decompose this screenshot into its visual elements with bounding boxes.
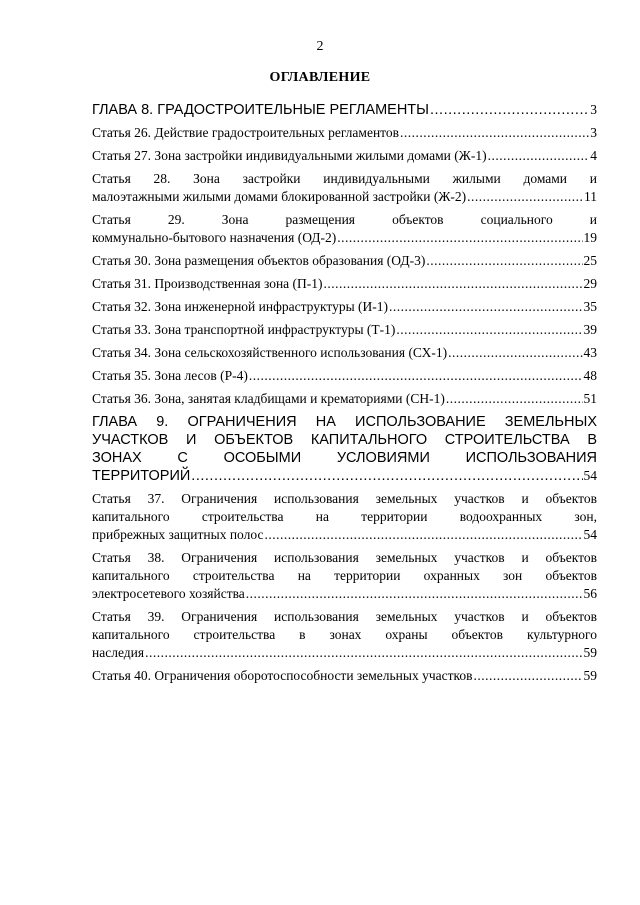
toc-article-entry[interactable] — [92, 367, 597, 385]
toc-page-number: 11 — [584, 189, 597, 204]
toc-entry-last-line — [92, 275, 597, 293]
toc-entry-last-line — [92, 229, 597, 247]
toc-page-number: 35 — [583, 299, 597, 314]
toc-entry-last-line — [92, 390, 597, 408]
toc-entry-label: Статья 40. Ограничения оборотоспособности земельных участков — [92, 668, 473, 683]
toc-page-number: 39 — [583, 322, 597, 337]
toc-page-number: 59 — [583, 645, 597, 660]
toc-entry-label: Статья 34. Зона сельскохозяйственного использования (СХ-1) — [92, 345, 448, 360]
dot-leader — [426, 252, 582, 270]
dot-leader — [488, 147, 590, 165]
toc-entry-line: Статья 38. Ограничения использования земельных участков и объектов — [92, 550, 597, 565]
toc-article-entry[interactable] — [92, 490, 597, 544]
toc-entry-line: Статья 28. Зона застройки индивидуальными жилыми домами и — [92, 171, 597, 186]
dot-leader — [249, 367, 583, 385]
toc-page-number: 51 — [583, 391, 597, 406]
toc-entry-label: Статья 31. Производственная зона (П-1) — [92, 276, 323, 291]
dot-leader — [324, 275, 583, 293]
toc-article-entry[interactable] — [92, 344, 597, 362]
toc-entry-last-line — [92, 526, 597, 544]
toc-entry-label: Статья 36. Зона, занятая кладбищами и крематориями (СН-1) — [92, 391, 445, 406]
dot-leader — [446, 390, 583, 408]
toc-entry-label: Статья 27. Зона застройки индивидуальными жилыми домами (Ж-1) — [92, 148, 487, 163]
toc-article-entry[interactable] — [92, 608, 597, 662]
toc-article-entry[interactable] — [92, 549, 597, 603]
toc-entry-label: наследия — [92, 645, 145, 660]
toc-entry-line: Статья 39. Ограничения использования земельных участков и объектов — [92, 609, 597, 624]
toc-entry-last-line — [92, 252, 597, 270]
toc-entry-last-line — [92, 367, 597, 385]
toc-entry-label: малоэтажными жилыми домами блокированной застройки (Ж-2) — [92, 189, 467, 204]
dot-leader — [246, 585, 583, 603]
toc-entry-line: ГЛАВА 9. ОГРАНИЧЕНИЯ НА ИСПОЛЬЗОВАНИЕ ЗЕМЕЛЬНЫХ — [92, 414, 597, 430]
dot-leader — [430, 101, 589, 119]
dot-leader — [400, 124, 589, 142]
toc-article-entry[interactable] — [92, 298, 597, 316]
toc-page-number: 43 — [583, 345, 597, 360]
toc-chapter-entry[interactable] — [92, 413, 597, 485]
toc-page-number: 3 — [590, 125, 597, 140]
toc-entry-last-line — [92, 298, 597, 316]
toc-entry-last-line — [92, 467, 597, 485]
toc-entry-line: капитального строительства на территории охранных зон объектов — [92, 568, 597, 583]
toc-article-entry[interactable] — [92, 321, 597, 339]
toc-page-number: 4 — [590, 148, 597, 163]
dot-leader — [467, 188, 583, 206]
toc-entry-label: Статья 35. Зона лесов (Р-4) — [92, 368, 248, 383]
toc-entry-line: Статья 37. Ограничения использования земельных участков и объектов — [92, 491, 597, 506]
dot-leader — [448, 344, 582, 362]
toc-entry-label: Статья 32. Зона инженерной инфраструктуры (И-1) — [92, 299, 389, 314]
toc-entry-line: капитального строительства на территории водоохранных зон, — [92, 509, 597, 524]
toc-page-number: 25 — [583, 253, 597, 268]
toc-entry-last-line — [92, 644, 597, 662]
toc-entry-last-line — [92, 101, 597, 119]
toc-entry-label: коммунально-бытового назначения (ОД-2) — [92, 230, 337, 245]
toc-entry-label: прибрежных защитных полос — [92, 527, 264, 542]
toc-article-entry[interactable] — [92, 170, 597, 206]
toc-article-entry[interactable] — [92, 211, 597, 247]
toc-entry-label: ТЕРРИТОРИЙ — [92, 468, 191, 484]
toc-entry-last-line — [92, 188, 597, 206]
dot-leader — [145, 644, 582, 662]
page-number: 2 — [316, 39, 324, 54]
dot-leader — [264, 526, 582, 544]
toc-entry-label: Статья 26. Действие градостроительных регламентов — [92, 125, 400, 140]
toc-title: ОГЛАВЛЕНИЕ — [269, 70, 371, 85]
toc-entry-last-line — [92, 344, 597, 362]
table-of-contents — [92, 101, 597, 690]
toc-entry-label: электросетевого хозяйства — [92, 586, 245, 601]
toc-entry-line: ЗОНАХ С ОСОБЫМИ УСЛОВИЯМИ ИСПОЛЬЗОВАНИЯ — [92, 450, 597, 466]
toc-page-number: 19 — [583, 230, 597, 245]
toc-entry-last-line — [92, 321, 597, 339]
toc-page-number: 48 — [583, 368, 597, 383]
toc-entry-last-line — [92, 124, 597, 142]
toc-entry-label: Статья 33. Зона транспортной инфраструктуры (Т-1) — [92, 322, 396, 337]
dot-leader — [396, 321, 582, 339]
dot-leader — [191, 467, 582, 485]
toc-page-number: 56 — [583, 586, 597, 601]
toc-page-number: 54 — [583, 527, 597, 542]
toc-article-entry[interactable] — [92, 667, 597, 685]
toc-article-entry[interactable] — [92, 390, 597, 408]
toc-entry-line: УЧАСТКОВ И ОБЪЕКТОВ КАПИТАЛЬНОГО СТРОИТЕЛЬСТВА В — [92, 432, 597, 448]
toc-article-entry[interactable] — [92, 124, 597, 142]
toc-entry-label: ГЛАВА 8. ГРАДОСТРОИТЕЛЬНЫЕ РЕГЛАМЕНТЫ — [92, 102, 429, 118]
dot-leader — [337, 229, 582, 247]
toc-page-number: 29 — [583, 276, 597, 291]
toc-entry-line: капитального строительства в зонах охраны объектов культурного — [92, 627, 597, 642]
toc-entry-last-line — [92, 147, 597, 165]
toc-entry-last-line — [92, 667, 597, 685]
toc-article-entry[interactable] — [92, 252, 597, 270]
toc-page-number: 59 — [583, 668, 597, 683]
toc-entry-label: Статья 30. Зона размещения объектов образования (ОД-3) — [92, 253, 426, 268]
toc-entry-line: Статья 29. Зона размещения объектов социального и — [92, 212, 597, 227]
toc-chapter-entry[interactable] — [92, 101, 597, 119]
toc-entry-last-line — [92, 585, 597, 603]
toc-article-entry[interactable] — [92, 147, 597, 165]
toc-page-number: 54 — [583, 468, 597, 483]
toc-article-entry[interactable] — [92, 275, 597, 293]
toc-page-number: 3 — [590, 102, 597, 117]
dot-leader — [389, 298, 582, 316]
dot-leader — [474, 667, 583, 685]
